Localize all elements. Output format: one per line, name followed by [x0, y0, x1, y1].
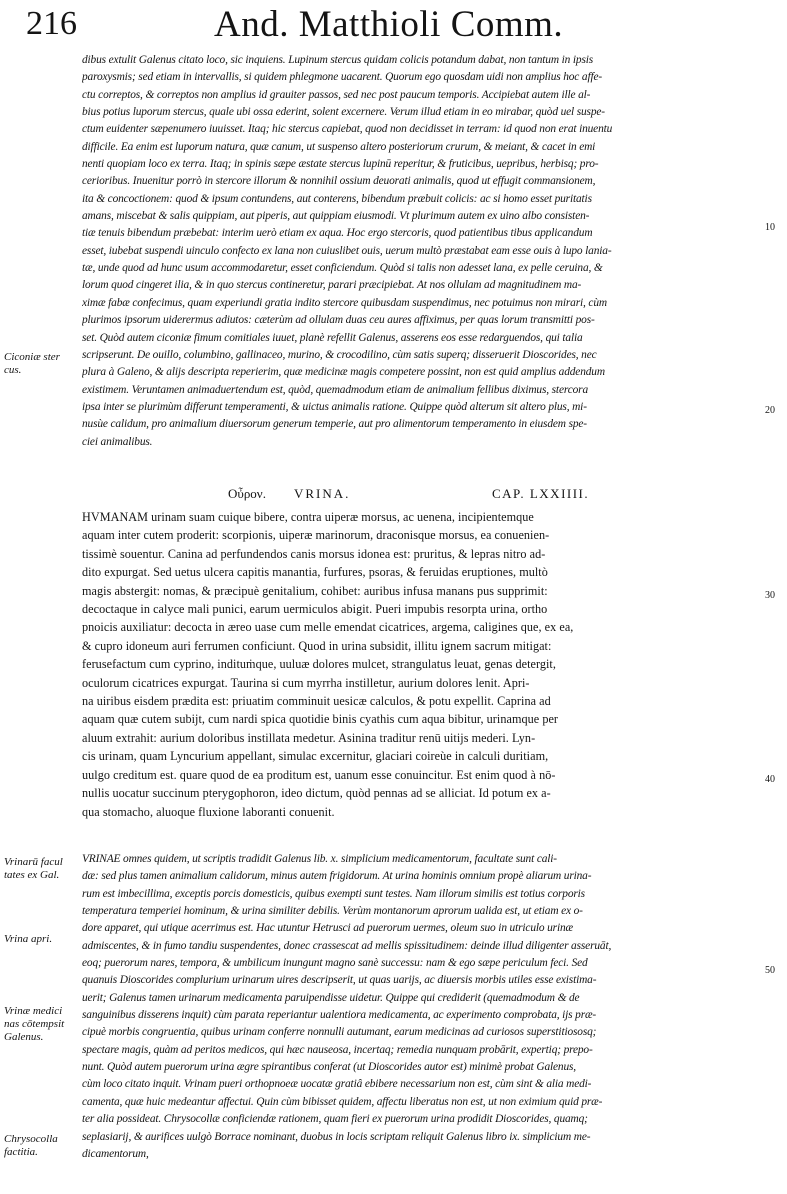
text-line: esset, iubebat suspendi uinculo confecto ex lana non cuiuslibet ouis, uerum multò præstabat eam esse ouis à lupo lania- — [82, 244, 612, 257]
margin-note-line: factitia. — [4, 1146, 38, 1158]
text-line: ctu correptos, & correptos non amplius id grauiter passos, sed nec post paucum temporis. Accipiebat autem ille al- — [82, 88, 591, 101]
text-line: paroxysmis; sed etiam in intervallis, si quidem phlegmone uacarent. Quorum ego quosdam uidi non amplius hoc affe- — [82, 71, 603, 84]
text-line: set. Quòd autem ciconiæ fimum comitiales iuuet, planè refellit Galenus, asserens eos esse redarguendos, qui talia — [82, 331, 583, 344]
text-line: existimem. Veruntamen animaduertendum est, quòd, quemadmodum etiam de animalium fellibus diximus, stercora — [82, 383, 588, 396]
text-line: nunt. Quòd autem puerorum urina ægre spirantibus conferat (ut Dioscorides autor est) minimè probat Galenus, — [82, 1061, 576, 1074]
text-line: nullis uocatur succinum pterygophoron, ideo dictum, quòd pennas ad se alliciat. Id potum ex a- — [82, 786, 551, 801]
commentary-block-urina — [82, 851, 760, 1163]
text-line: magis abstergit: nomas, & præcipuè genitalium, cohibet: auribus infusa manans pus supprimit: — [82, 583, 548, 598]
text-line: cis urinam, quam Lyncurium appellant, simulac excernitur, glaciari coireùe in calculi duritiam, — [82, 749, 549, 764]
margin-note-line: cus. — [4, 364, 22, 376]
text-line: ciei animalibus. — [82, 435, 153, 448]
text-line: lorum quod cingeret ilia, & in quo stercus contineretur, parari præcipiebat. At nos ollulam ad magnitudinem ma- — [82, 279, 582, 292]
text-line: VRINAE omnes quidem, ut scriptis tradidit Galenus lib. x. simplicium medicamentorum, facultate sunt cali- — [82, 853, 557, 865]
text-line: aquam quæ cutem subijt, cum nardi spica quotidie binis cyathis cum aqua bibitur, urinamque per — [82, 712, 559, 727]
line-number-30: 30 — [765, 590, 775, 601]
line-number-50: 50 — [765, 965, 775, 976]
text-line: cipuè morbis congruentia, quibus urinam conferre nonnulli autumant, earum medicinas ad curiosos superstitiososq; — [82, 1026, 597, 1039]
text-line: difficile. Ea enim est luporum natura, quæ canum, ut suspenso altero posteriorum crurum, & meiant, & cacet in emi — [82, 140, 596, 153]
margin-note-line: Ciconiæ ster — [4, 351, 60, 363]
line-number-10: 10 — [765, 222, 775, 233]
text-line: amans, miscebat & salis quippiam, aut piperis, aut quippiam eiusmodi. Vt plurimum autem ex uino albo consisten- — [82, 210, 590, 223]
chapter-number: CAP. LXXIIII. — [492, 486, 590, 501]
text-line: eoq; puerorum nares, tempora, & umbilicum inungunt magno sanè successu: nam & ego sæpe periculum feci. Sed — [82, 957, 588, 970]
text-line: quanuis Dioscorides complurium urinarum uires descripserit, ut quas uarijs, ac diuersis morbis utiles esse existima- — [82, 974, 597, 987]
text-line: decoctaque in calyce mali punici, earum uermiculos abigit. Pueri impubis resorpta urina, ortho — [82, 602, 548, 617]
margin-note-line: nas cōtempsit — [4, 1018, 65, 1030]
margin-note-line: Vrinæ medici — [4, 1005, 63, 1017]
text-line: ita & concoctionem: quod & ipsum contundens, aut conterens, bibendum præbuit colicis: ac si homo esset puritatis — [82, 192, 592, 205]
margin-note-urina-apri — [4, 933, 80, 946]
page-header — [26, 4, 756, 48]
margin-note-line: Galenus. — [4, 1031, 44, 1043]
text-line: ferusefactum cum cyprino, indituṁque, uuluæ dolores mulcet, strangulatus leuat, genas detergit, — [82, 657, 556, 672]
page-number: 216 — [26, 5, 77, 42]
commentary-block-stercus — [82, 52, 760, 451]
running-head: And. Matthioli Comm. — [214, 4, 564, 45]
text-line: aquam inter cutem proderit: scorpionis, uiperæ marinorum, draconisque morsus, ea conuenien- — [82, 528, 550, 543]
dioscorides-text-block — [82, 508, 760, 821]
text-line: ctum euidenter sæpenumero iuuisset. Itaq; hic stercus capiebat, quod non decidisset in terram: id quod non erat inuentu — [82, 123, 613, 136]
margin-note-urinae-medicinas — [4, 1005, 80, 1044]
text-line: tiæ tenuis bibendum præbebat: interim uerò etiam ex aqua. Hoc ergo stercoris, quod patientibus tibus applicandum — [82, 227, 593, 240]
text-line: dibus extulit Galenus citato loco, sic inquiens. Lupinum stercus quidam colicis potandum dabat, non tantum in ipsis — [82, 54, 594, 66]
line-number-20: 20 — [765, 405, 775, 416]
text-line: pnoicis auxiliatur: decocta in æreo uase cum melle emendat cicatrices, argema, caligines que, ex ea, — [82, 620, 574, 635]
text-line: ter alia possideat. Chrysocollæ conficiendæ rationem, quam fieri ex puerorum urina prodidit Dioscorides, quamq; — [82, 1113, 588, 1126]
text-line: qua stomacho, aluoque fluxione laboranti conuenit. — [82, 804, 335, 819]
text-line: seplasiarij, & aurifices uulgò Borrace nominant, duobus in locis scriptam reliquit Galenus libro ix. simplicium me- — [82, 1130, 591, 1143]
text-line: temperatura temperiei hominum, & urina similiter debilis. Verùm montanorum aprorum ualida est, ut etiam ex o- — [82, 905, 583, 918]
text-line: aluum extrahit: aurium doloribus instillata medetur. Asinina traditur renū uitijs mederi. Lyn- — [82, 730, 536, 745]
text-line: plura à Galeno, & alijs descripta reperierim, quæ medicinæ magis competere possint, non est quid amplius addendum — [82, 366, 605, 379]
text-line: scripserunt. De ouillo, columbino, gallinaceo, murino, & crocodilino, cùm satis superq; disseruerit Dioscorides, nec — [82, 348, 597, 361]
margin-note-line: Vrina apri. — [4, 933, 53, 945]
text-line: spectare magis, quàm ad peritos medicos, qui hæc nauseosa, incertaq; remedia nunquam probārit, expertiq; prepo- — [82, 1043, 593, 1056]
text-line: dæ: sed plus tamen animalium calidorum, minus autem frigidorum. At urina hominis omnium propè aliarum urina- — [82, 870, 592, 883]
text-line: rum est imbecillima, exceptis porcis domesticis, quibus exempti sunt testes. Nam illorum similis est totius corporis — [82, 887, 585, 900]
chapter-heading — [82, 484, 760, 504]
line-number-40: 40 — [765, 774, 775, 785]
text-line: na uiribus eisdem prædita est: priuatim comminuit uesicæ calculos, & potu expellit. Caprina ad — [82, 694, 551, 709]
text-line: dito expurgat. Sed uetus ulcera capitis manantia, furfures, psoras, & feruidas eruptiones, multò — [82, 565, 548, 580]
margin-note-chrysocolla — [4, 1133, 80, 1159]
text-line: dicamentorum, — [82, 1147, 149, 1160]
text-line: tæ, unde quod ad hunc usum accommodaretur, esset conficiendum. Quòd si talis non adesset lana, ex pelle ceruina, & — [82, 262, 603, 275]
text-line: HVMANAM urinam suam cuique bibere, contra uiperæ morsus, ac uenena, incipientemque — [82, 510, 534, 524]
margin-note-line: tates ex Gal. — [4, 869, 60, 881]
text-line: cerioribus. Inuenitur porrò in stercore illorum & nonnihil ossium deuorati animalis, quod ut effugit commansionem, — [82, 175, 596, 188]
chapter-title: VRINA. — [294, 486, 351, 501]
text-line: bius potius luporum stercus, quale ubi ossa ederint, solent excernere. Verum illud etiam in eo mirabar, quòd uel suspe- — [82, 106, 605, 119]
text-line: cùm loco citato inquit. Vrinam pueri orthopnoeæ uocatæ gratiâ ebibere necessarium non est, cùm sint & alia medi- — [82, 1078, 592, 1091]
margin-note-ciconiae — [4, 351, 80, 377]
text-line: & cupro idoneum auri ferrumen conficiunt. Quod in urina subsidit, illitu ignem sacrum mitigat: — [82, 638, 552, 653]
text-line: oculorum cicatrices expurgat. Taurina si cum myrrha instilletur, aurium dolores lenit. Apri- — [82, 675, 530, 690]
text-line: uerit; Galenus tamen urinarum medicamenta paruipendisse uidetur. Quippe qui crediderit (quemadmodum & de — [82, 991, 580, 1004]
text-line: ipsa inter se plurimùm differunt temperamenti, & uictus animalis ratione. Quippe quòd alterum sit altero plus, mi- — [82, 400, 587, 413]
text-line: plurimos ipsorum uiderermus adiutos: cæterùm ad ollulam duas ceu aures affiximus, per quas lorum transmitti pos- — [82, 314, 595, 327]
text-line: nenti quopiam loco ex terra. Itaq; in spinis sæpe æstate stercus lupinū reperitur, & fruticibus, uepribus, herbisq; pro- — [82, 158, 599, 171]
margin-note-urinarum-facultates — [4, 856, 80, 882]
text-line: camenta, quæ huic medeantur affectui. Quin cùm bibisset quidem, affectu liberatus non est, ut non eximium quid præ- — [82, 1095, 603, 1108]
chapter-greek-word: Οὖρον. — [228, 486, 266, 501]
text-line: dore apparet, qui utique acerrimus est. Hac utuntur Hetrusci ad puerorum uermes, oleum suo in utriculo urinæ — [82, 922, 573, 935]
text-line: admiscentes, & in fumo tandiu suspendentes, donec crassescat ad mellis spissitudinem: deinde illud diligenter asseruāt, — [82, 939, 612, 952]
text-line: tissimè souentur. Canina ad perfundendos canis morsus idonea est: pruritus, & lepras nitro ad- — [82, 546, 546, 561]
margin-note-line: Vrinarū facul — [4, 856, 63, 868]
text-line: nusùe calidum, pro animalium diuersorum generum temperie, aut pro alimentorum temperamento in eiusdem spe- — [82, 418, 587, 431]
text-line: sanguinibus disserens inquit) cùm parata reperiantur ualentiora medicamenta, ac experimento comprobata, ijs præ- — [82, 1009, 597, 1022]
margin-note-line: Chrysocolla — [4, 1133, 58, 1145]
text-line: ximæ fabæ confecimus, quam experiundi gratia indito stercore quibusdam suspendimus, nec potuimus non mirari, cùm — [82, 296, 607, 309]
text-line: uulgo creditum est. quare quod de ea proditum est, uanum esse conuincitur. Est enim quod à nō- — [82, 767, 556, 782]
